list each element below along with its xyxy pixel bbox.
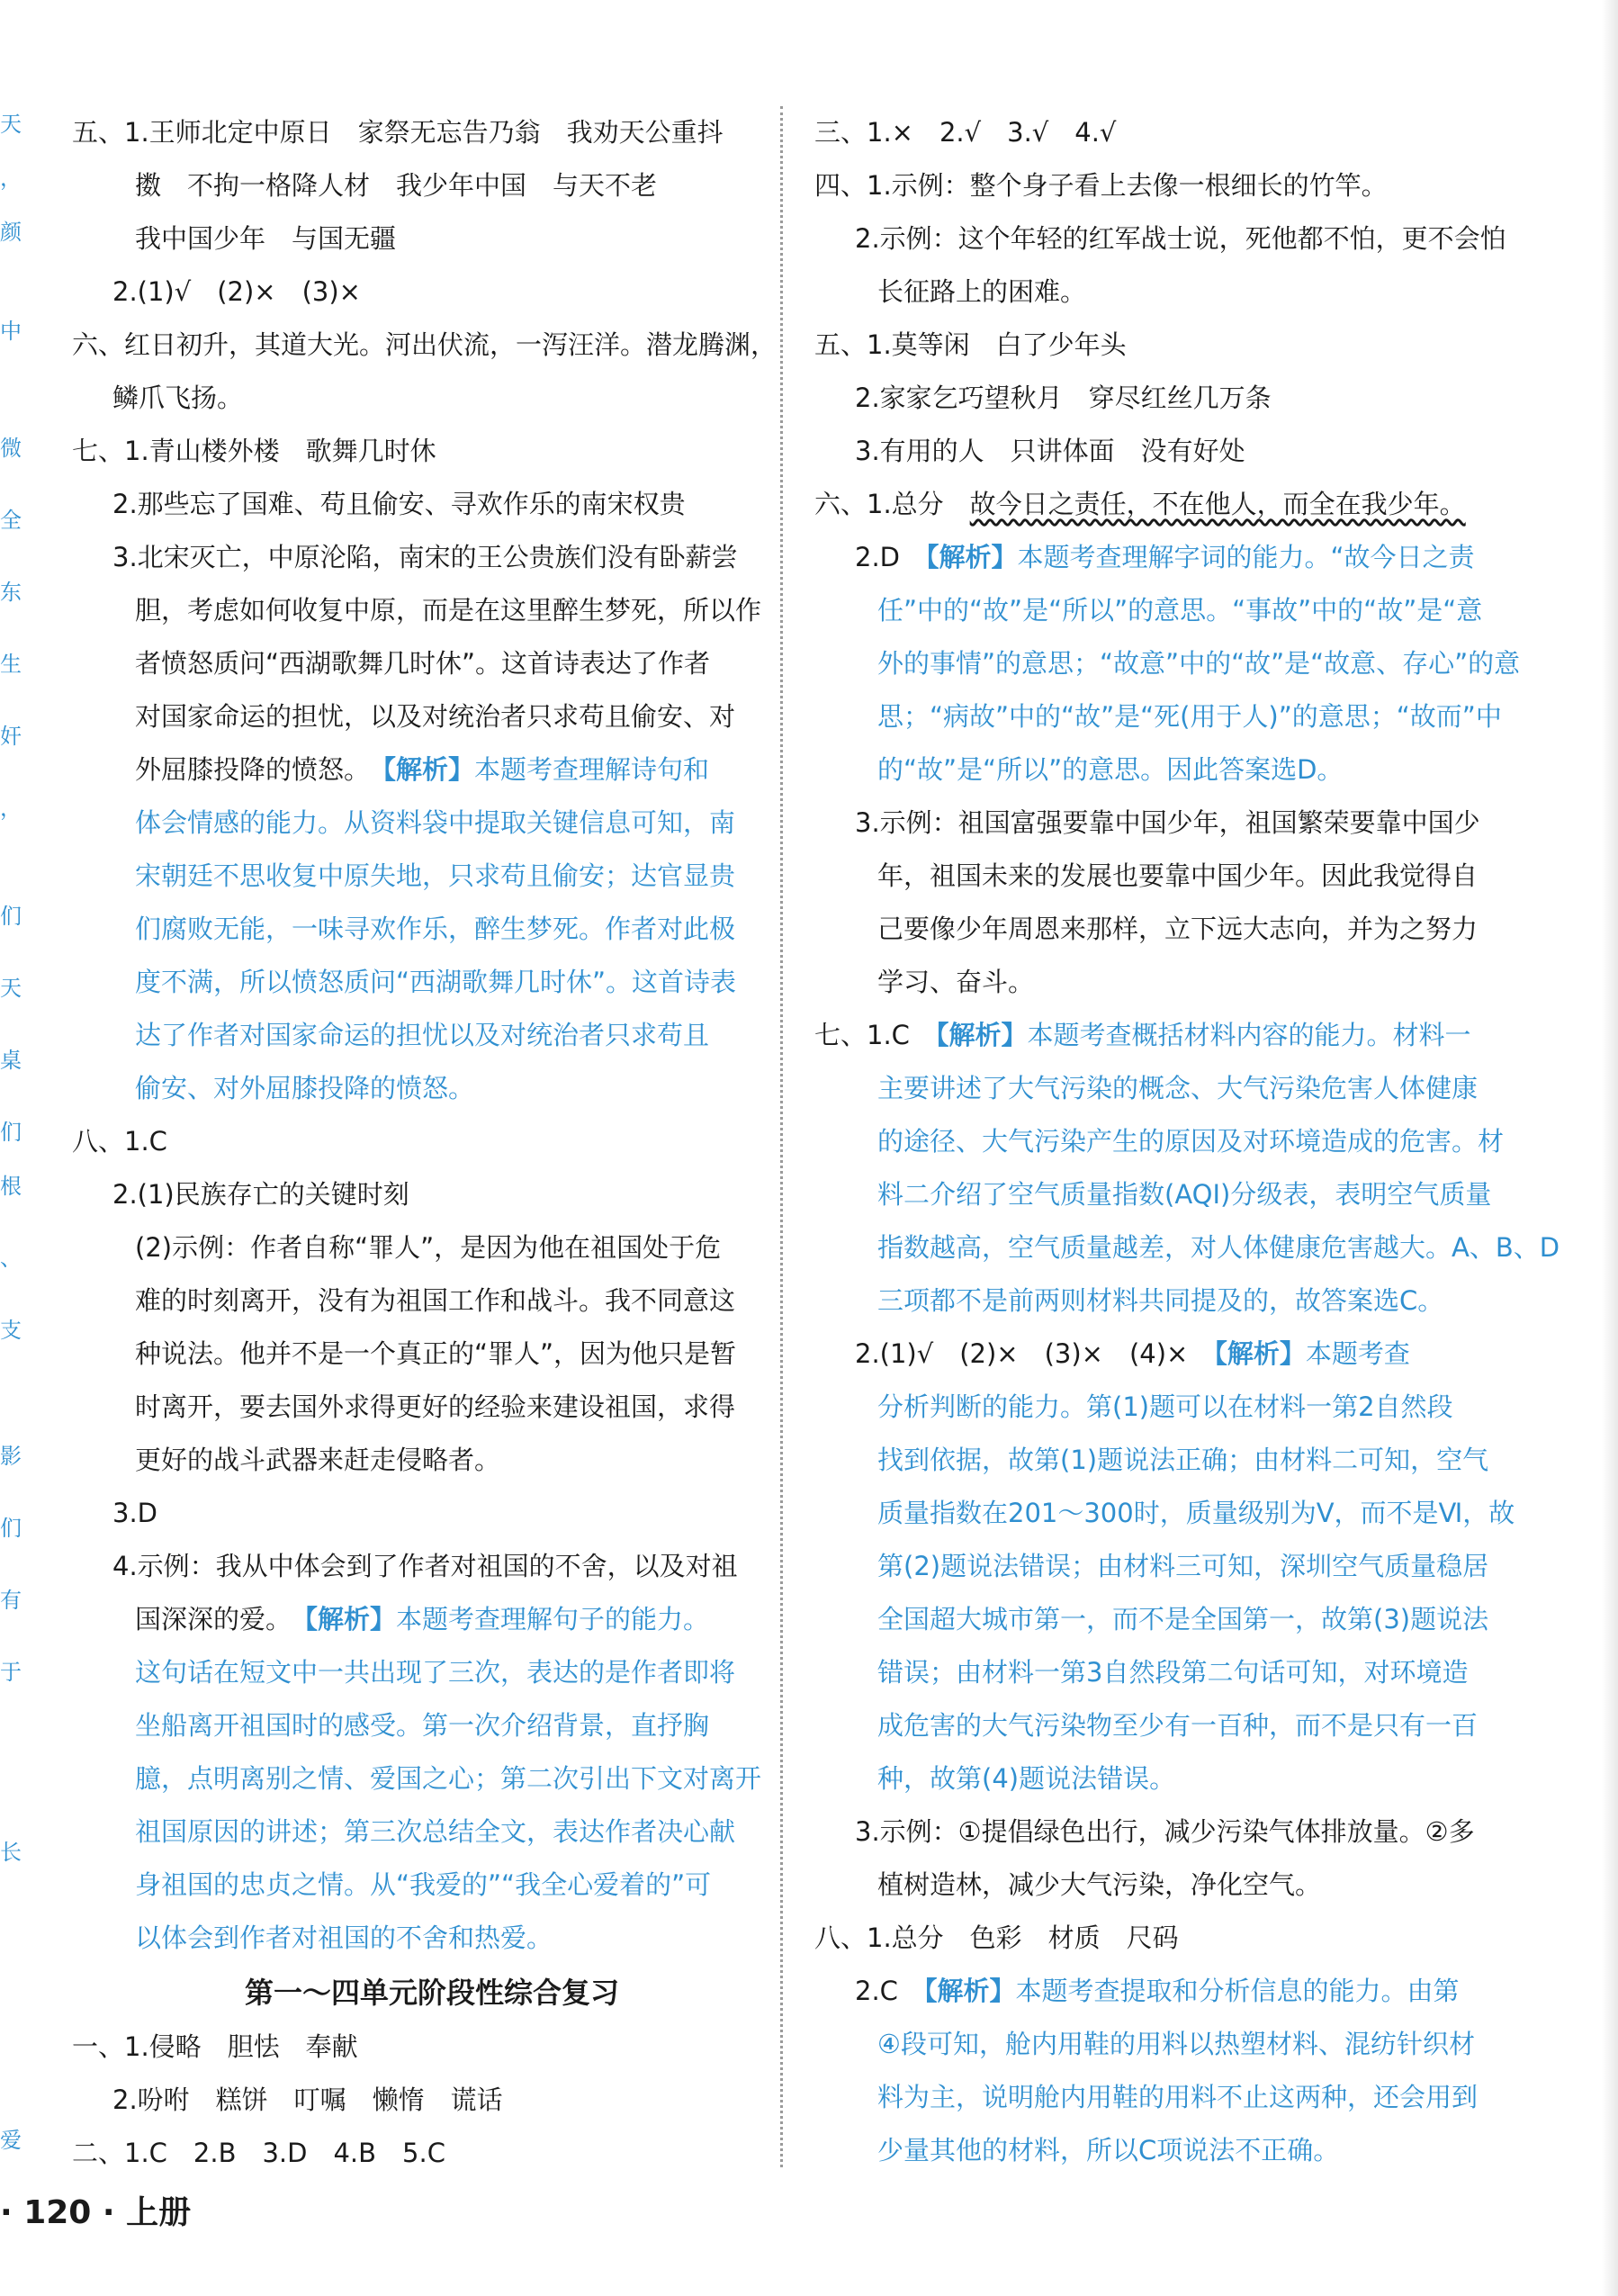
- answer-line: [72, 106, 792, 159]
- edge-char: 中: [0, 319, 22, 344]
- line-text: 找到依据，故第(1)题说法正确；由材料二可知，空气: [877, 1445, 1489, 1475]
- analysis-line: [72, 1009, 792, 1062]
- answer-line: [814, 372, 1498, 425]
- analysis-tag: 【解析】: [382, 754, 475, 785]
- line-text: 植树造林，减少大气污染，净化空气。: [877, 1869, 1322, 1900]
- analysis-line: [814, 2124, 1498, 2177]
- analysis-line: [814, 1115, 1505, 1168]
- answer-line: [814, 319, 1498, 372]
- left-column: [72, 106, 792, 2180]
- line-text: 年，祖国未来的发展也要靠中国少年。因此我觉得自: [877, 860, 1479, 891]
- line-text: 度不满，所以愤怒质问“西湖歌舞几时休”。这首诗表: [135, 967, 737, 997]
- answer-line: [72, 2074, 792, 2127]
- analysis-line: [814, 1381, 1498, 1434]
- line-text: 3.D: [112, 1498, 157, 1528]
- edge-char: 生: [0, 652, 22, 677]
- answer-line: [72, 584, 792, 637]
- answer-line: [814, 1805, 1498, 1859]
- answer-line: [72, 1487, 792, 1540]
- analysis-line: [72, 1752, 792, 1805]
- line-text: 三项都不是前两则材料共同提及的，故答案选C。: [877, 1285, 1444, 1316]
- line-text: 鳞爪飞扬。: [112, 383, 244, 413]
- analysis-line: [814, 1646, 1498, 1699]
- analysis-line: [72, 850, 792, 903]
- edge-char: 们: [0, 1120, 22, 1145]
- line-text: 时离开，要去国外求得更好的经验来建设祖国，求得: [135, 1391, 736, 1422]
- analysis-line: [72, 956, 792, 1009]
- analysis-line: [72, 903, 792, 956]
- line-text: 七、1.青山楼外楼 歌舞几时休: [72, 436, 436, 466]
- line-text: 3.示例：①提倡绿色出行，减少污染气体排放量。②多: [855, 1816, 1475, 1847]
- line-text: 八、1.总分 色彩 材质 尺码: [814, 1922, 1179, 1953]
- line-text: 2.D: [855, 542, 900, 572]
- line-text: 学习、奋斗。: [877, 967, 1035, 997]
- line-text: 体会情感的能力。从资料袋中提取关键信息可知，南: [135, 807, 736, 838]
- answer-line: [814, 903, 1498, 956]
- answer-line: [814, 1328, 1498, 1381]
- analysis-line: [814, 2018, 1498, 2071]
- line-text: 者愤怒质问“西湖歌舞几时休”。这首诗表达了作者: [135, 648, 711, 679]
- analysis-line: [814, 690, 1502, 743]
- analysis-line: [72, 797, 792, 850]
- analysis-line: [814, 1487, 1515, 1540]
- line-text: 2.示例：这个年轻的红军战士说，死他都不怕，更不会怕: [855, 223, 1506, 254]
- right-column: [814, 106, 1560, 2177]
- answer-line: [72, 319, 792, 372]
- line-text: 质量指数在201～300时，质量级别为Ⅴ，而不是Ⅵ，故: [877, 1498, 1515, 1528]
- answer-line: [814, 1912, 1498, 1965]
- answer-line: [72, 1221, 792, 1274]
- edge-char: 东: [0, 580, 22, 605]
- analysis-line: [814, 1593, 1498, 1646]
- answer-line: [72, 478, 792, 531]
- line-text: 2.(1)√ (2)× (3)×: [112, 276, 361, 307]
- line-text: 五、1.王师北定中原日 家祭无忘告乃翁 我劝天公重抖: [72, 117, 724, 148]
- answer-line: [72, 266, 792, 319]
- analysis-line: [814, 1752, 1498, 1805]
- line-text: 2.(1)√ (2)× (3)× (4)×: [855, 1338, 1189, 1369]
- answer-line: [814, 797, 1498, 850]
- line-text: 我中国少年 与国无疆: [135, 223, 397, 254]
- analysis-line: [814, 1274, 1498, 1328]
- answer-line: [814, 956, 1498, 1009]
- edge-char: 爱: [0, 2128, 22, 2153]
- analysis-text: 本题考查概括材料内容的能力。材料一: [1027, 1020, 1471, 1050]
- analysis-text: 本题考查理解字词的能力。“故今日之责: [1017, 542, 1475, 572]
- answer-line: [72, 159, 792, 212]
- analysis-line: [814, 1168, 1498, 1221]
- line-text: 己要像少年周恩来那样，立下远大志向，并为之努力: [877, 914, 1479, 944]
- answer-line: [72, 1540, 792, 1593]
- line-text: 外的事情”的意思；“故意”中的“故”是“故意、存心”的意: [877, 648, 1521, 679]
- section-title: 第一～四单元阶段性综合复习: [244, 1976, 619, 2010]
- line-text: 达了作者对国家命运的担忧以及对统治者只求苟且: [135, 1020, 710, 1050]
- answer-line: [814, 106, 1498, 159]
- edge-char: 长: [0, 1840, 22, 1865]
- line-text: 4.示例：我从中体会到了作者对祖国的不舍，以及对祖: [112, 1551, 738, 1581]
- line-text: 擞 不拘一格降人材 我少年中国 与天不老: [135, 170, 658, 201]
- edge-char: 支: [0, 1318, 22, 1343]
- answer-line: [814, 159, 1498, 212]
- analysis-tag: 【解析】: [935, 1020, 1028, 1050]
- analysis-text: 本题考查: [1305, 1338, 1410, 1369]
- line-text: 胆，考虑如何收复中原，而是在这里醉生梦死，所以作: [135, 595, 762, 626]
- analysis-line: [814, 1221, 1560, 1274]
- line-text: 3.示例：祖国富强要靠中国少年，祖国繁荣要靠中国少: [855, 807, 1480, 838]
- edge-char: 桌: [0, 1048, 22, 1073]
- answer-line: [72, 425, 792, 478]
- line-text: 这句话在短文中一共出现了三次，表达的是作者即将: [135, 1657, 736, 1688]
- line-text: (2)示例：作者自称“罪人”，是因为他在祖国处于危: [135, 1232, 722, 1263]
- line-text: 国深深的爱。: [135, 1604, 279, 1634]
- line-text: 第(2)题说法错误；由材料三可知，深圳空气质量稳居: [877, 1551, 1489, 1581]
- analysis-line: [814, 1062, 1498, 1115]
- answer-line: [814, 1009, 1498, 1062]
- analysis-line: [72, 1062, 792, 1115]
- line-text: 3.北宋灭亡，中原沦陷，南宋的王公贵族们没有卧薪尝: [112, 542, 738, 572]
- line-text: 身祖国的忠贞之情。从“我爱的”“我全心爱着的”可: [135, 1869, 712, 1900]
- edge-char: ，: [0, 796, 22, 821]
- line-text: 祖国原因的讲述；第三次总结全文，表达作者决心献: [135, 1816, 736, 1847]
- line-text: 的途径、大气污染产生的原因及对环境造成的危害。材: [877, 1126, 1505, 1157]
- analysis-line: [814, 637, 1521, 690]
- line-text: 指数越高，空气质量越差，对人体健康危害越大。A、B、D: [877, 1232, 1560, 1263]
- answer-line: [814, 478, 1498, 531]
- answer-line: [72, 1434, 792, 1487]
- edge-char: 有: [0, 1588, 22, 1613]
- answer-line: [72, 531, 792, 584]
- line-text: 料为主，说明舱内用鞋的用料不止这两种，还会用到: [877, 2082, 1479, 2112]
- line-text: ④段可知，舱内用鞋的用料以热塑材料、混纺针织材: [877, 2029, 1475, 2059]
- edge-char: 、: [0, 1246, 22, 1271]
- line-text: 2.吩咐 糕饼 叮嘱 懒惰 谎话: [112, 2084, 503, 2115]
- line-text: 们腐败无能，一味寻欢作乐，醉生梦死。作者对此极: [135, 914, 736, 944]
- analysis-tag: 【解析】: [923, 1976, 1016, 2006]
- page-number: · 120 · 上册: [0, 2194, 192, 2231]
- answer-line: [814, 212, 1506, 266]
- analysis-line: [814, 2071, 1498, 2124]
- analysis-text: 本题考查理解句子的能力。: [396, 1604, 710, 1634]
- line-text: 一、1.侵略 胆怯 奉献: [72, 2031, 358, 2062]
- answer-line: [72, 690, 792, 743]
- edge-char: 全: [0, 508, 22, 533]
- line-text: 三、1.× 2.√ 3.√ 4.√: [814, 117, 1117, 148]
- analysis-line: [72, 1646, 792, 1699]
- edge-char: 们: [0, 1516, 22, 1541]
- analysis-tag: 【解析】: [926, 542, 1018, 572]
- answer-line: [72, 2021, 792, 2074]
- line-text: 思；“病故”中的“故”是“死(用于人)”的意思；“故而”中: [877, 701, 1502, 732]
- line-text: 坐船离开祖国时的感受。第一次介绍背景，直抒胸: [135, 1710, 710, 1741]
- analysis-line: [814, 1699, 1498, 1752]
- line-text: 成危害的大气污染物至少有一百种，而不是只有一百: [877, 1710, 1479, 1741]
- line-text: 六、红日初升，其道大光。河出伏流，一泻汪洋。潜龙腾渊，: [72, 329, 778, 360]
- edge-char: 天: [0, 112, 22, 137]
- line-text: 八、1.C: [72, 1126, 167, 1157]
- edge-char: 影: [0, 1444, 22, 1469]
- line-text: 七、1.C: [814, 1020, 910, 1050]
- edge-char: ，: [0, 166, 22, 191]
- answer-line: [72, 1274, 792, 1328]
- analysis-line: [814, 1434, 1498, 1487]
- answer-line: [72, 1168, 792, 1221]
- line-text: 偷安、对外屈膝投降的愤怒。: [135, 1073, 475, 1103]
- line-text: 2.(1)民族存亡的关键时刻: [112, 1179, 409, 1210]
- analysis-tag: 【解析】: [304, 1604, 397, 1634]
- answer-line: [72, 1381, 792, 1434]
- wavy-underlined-sentence: 故今日之责任，不在他人，而全在我少年。: [969, 489, 1466, 519]
- line-text: 3.有用的人 只讲体面 没有好处: [855, 436, 1245, 466]
- line-text: 2.家家乞巧望秋月 穿尽红丝几万条: [855, 383, 1272, 413]
- line-text: 二、1.C 2.B 3.D 4.B 5.C: [72, 2138, 445, 2168]
- edge-char: 微: [0, 436, 22, 461]
- answer-line: [814, 1965, 1498, 2018]
- analysis-text: 本题考查理解诗句和: [474, 754, 710, 785]
- line-text: 以体会到作者对祖国的不舍和热爱。: [135, 1922, 553, 1953]
- analysis-line: [72, 1805, 792, 1859]
- line-text: 长征路上的困难。: [877, 276, 1087, 307]
- analysis-line: [72, 1859, 792, 1912]
- line-text: 五、1.莫等闲 白了少年头: [814, 329, 1127, 360]
- edge-char: 颜: [0, 220, 22, 245]
- edge-char: 奸: [0, 724, 22, 749]
- edge-char: 于: [0, 1660, 22, 1685]
- line-text: 六、1.总分: [814, 489, 970, 519]
- answer-line: [814, 1859, 1498, 1912]
- edge-char: 天: [0, 976, 22, 1001]
- analysis-text: 本题考查提取和分析信息的能力。由第: [1015, 1976, 1460, 2006]
- line-text: 2.C: [855, 1976, 898, 2006]
- answer-line: [72, 1593, 792, 1646]
- line-text: 任”中的“故”是“所以”的意思。“事故”中的“故”是“意: [877, 595, 1483, 626]
- line-text: 难的时刻离开，没有为祖国工作和战斗。我不同意这: [135, 1285, 736, 1316]
- analysis-line: [814, 584, 1498, 637]
- edge-char: 们: [0, 904, 22, 929]
- analysis-tag: 【解析】: [1214, 1338, 1306, 1369]
- answer-line: [72, 1115, 792, 1168]
- line-text: 种，故第(4)题说法错误。: [877, 1763, 1176, 1794]
- line-text: 分析判断的能力。第(1)题可以在材料一第2自然段: [877, 1391, 1453, 1422]
- answer-line: [72, 743, 792, 797]
- line-text: 更好的战斗武器来赶走侵略者。: [135, 1445, 501, 1475]
- line-text: 种说法。他并不是一个真正的“罪人”，因为他只是暂: [135, 1338, 737, 1369]
- answer-line: [72, 212, 792, 266]
- edge-char: 根: [0, 1174, 22, 1199]
- page-edge-shadow: [1602, 0, 1618, 2296]
- line-text: 主要讲述了大气污染的概念、大气污染危害人体健康: [877, 1073, 1479, 1103]
- line-text: 2.那些忘了国难、苟且偷安、寻欢作乐的南宋权贵: [112, 489, 686, 519]
- line-text: 料二介绍了空气质量指数(AQI)分级表，表明空气质量: [877, 1179, 1492, 1210]
- analysis-line: [72, 1912, 792, 1965]
- line-text: 外屈膝投降的愤怒。: [135, 754, 357, 785]
- answer-line: [72, 372, 792, 425]
- answer-line: [72, 637, 792, 690]
- line-text: 臆，点明离别之情、爱国之心；第二次引出下文对离开: [135, 1763, 762, 1794]
- line-text: 全国超大城市第一，而不是全国第一，故第(3)题说法: [877, 1604, 1489, 1634]
- answer-line: [814, 266, 1498, 319]
- analysis-line: [72, 1699, 792, 1752]
- line-text: 的“故”是“所以”的意思。因此答案选D。: [877, 754, 1344, 785]
- answer-line: [72, 2127, 792, 2180]
- line-text: 错误；由材料一第3自然段第二句话可知，对环境造: [877, 1657, 1469, 1688]
- answer-line: [814, 531, 1498, 584]
- answer-line: [72, 1328, 792, 1381]
- line-text: 对国家命运的担忧，以及对统治者只求苟且偷安、对: [135, 701, 736, 732]
- line-text: 少量其他的材料，所以C项说法不正确。: [877, 2135, 1340, 2165]
- answer-line: [814, 850, 1498, 903]
- analysis-line: [814, 1540, 1498, 1593]
- analysis-line: [814, 743, 1498, 797]
- answer-line: [814, 425, 1498, 478]
- line-text: 四、1.示例：整个身子看上去像一根细长的竹竿。: [814, 170, 1388, 201]
- line-text: 宋朝廷不思收复中原失地，只求苟且偷安；达官显贵: [135, 860, 736, 891]
- column-divider: [780, 106, 783, 2167]
